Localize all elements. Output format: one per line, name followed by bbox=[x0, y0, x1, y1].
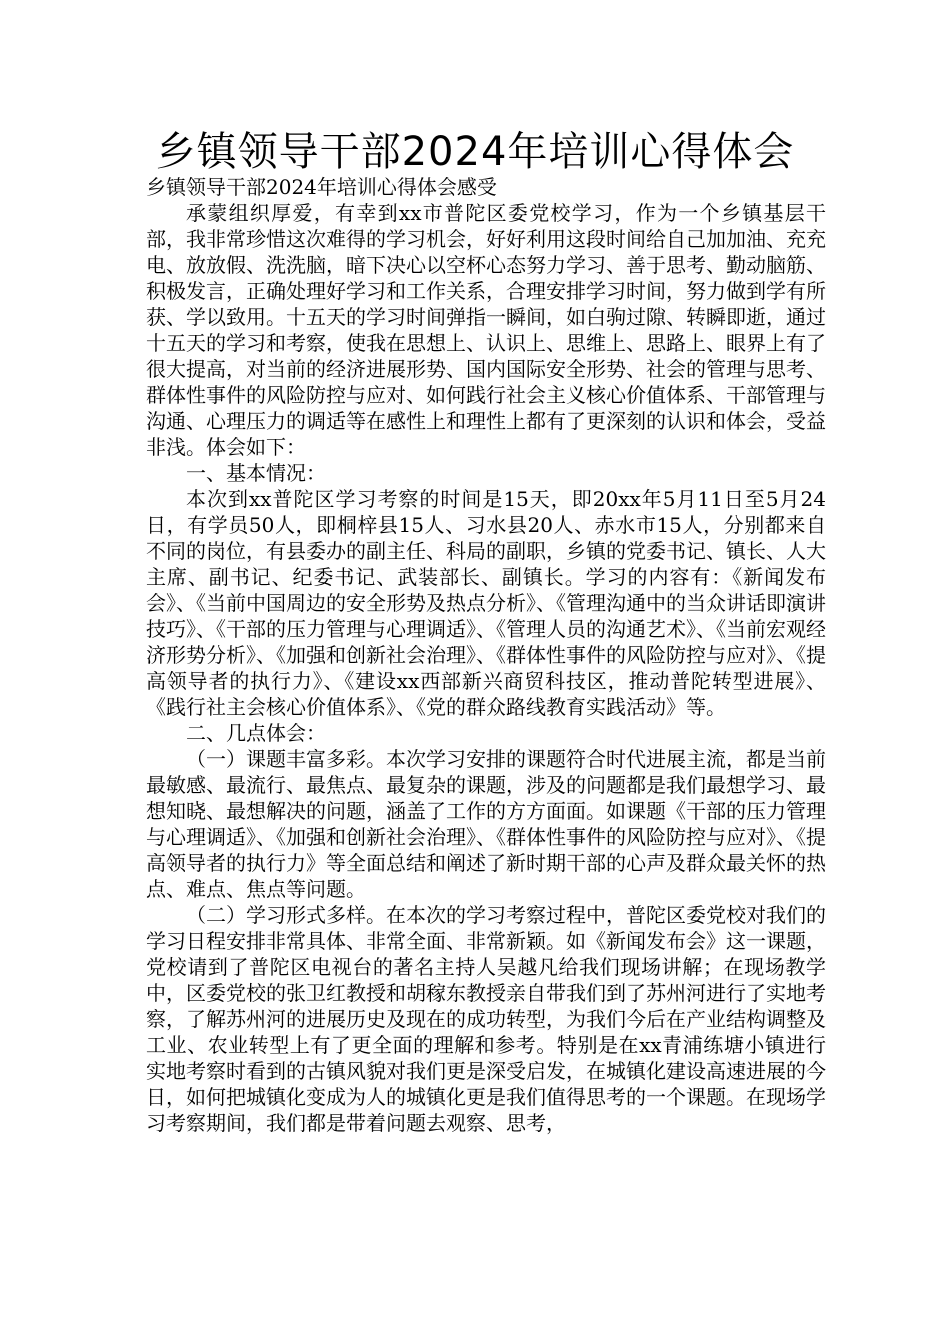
document-subtitle: 乡镇领导干部2024年培训心得体会感受 bbox=[146, 175, 497, 199]
paragraph-experience-2: （二）学习形式多样。在本次的学习考察过程中，普陀区委党校对我们的学习日程安排非常具体、非常全面、非常新颖。如《新闻发布会》这一课题，党校请到了普陀区电视台的著名主持人吴越凡给我们现场讲解；在现场教学中，区委党校的张卫红教授和胡稼东教授亲自带我们到了苏州河进行了实地考察，了解苏州河的进展历史及现在的成功转型，为我们今后在产业结构调整及工业、农业转型上有了更全面的理解和参考。特别是在xx青浦练塘小镇进行实地考察时看到的古镇风貌对我们更是深受启发，在城镇化建设高速进展的今日，如何把城镇化变成为人的城镇化更是我们值得思考的一个课题。在现场学习考察期间，我们都是带着问题去观察、思考， bbox=[146, 903, 826, 1135]
section-heading-experiences: 二、几点体会： bbox=[186, 721, 326, 745]
paragraph-basic-situation: 本次到xx普陀区学习考察的时间是15天，即20xx年5月11日至5月24日，有学员50人，即桐梓县15人、习水县20人、赤水市15人，分别都来自不同的岗位，有县委办的副主任、科局的副职，乡镇的党委书记、镇长、人大主席、副书记、纪委书记、武装部长、副镇长。学习的内容有：《新闻发布会》、《当前中国周边的安全形势及热点分析》、《管理沟通中的当众讲话即演讲技巧》、《干部的压力管理与心理调适》、《管理人员的沟通艺术》、《当前宏观经济形势分析》、《加强和创新社会治理》、《群体性事件的风险防控与应对》、《提高领导者的执行力》、《建设xx西部新兴商贸科技区，推动普陀转型进展》、《践行社主会核心价值体系》、《党的群众路线教育实践活动》等。 bbox=[146, 487, 826, 719]
document-body bbox=[146, 174, 826, 1136]
document-title: 乡镇领导干部2024年培训心得体会 bbox=[155, 129, 795, 175]
section-heading-basic-situation: 一、基本情况： bbox=[186, 461, 326, 485]
paragraph-intro: 承蒙组织厚爱，有幸到xx市普陀区委党校学习，作为一个乡镇基层干部，我非常珍惜这次难得的学习机会，好好利用这段时间给自己加加油、充充电、放放假、洗洗脑，暗下决心以空杯心态努力学习、善于思考、勤动脑筋、积极发言，正确处理好学习和工作关系，合理安排学习时间，努力做到学有所获、学以致用。十五天的学习时间弹指一瞬间，如白驹过隙、转瞬即逝，通过十五天的学习和考察，使我在思想上、认识上、思维上、思路上、眼界上有了很大提高，对当前的经济进展形势、国内国际安全形势、社会的管理与思考、群体性事件的风险防控与应对、如何践行社会主义核心价值体系、干部管理与沟通、心理压力的调适等在感性上和理性上都有了更深刻的认识和体会，受益非浅。体会如下： bbox=[146, 201, 826, 459]
paragraph-experience-1: （一）课题丰富多彩。本次学习安排的课题符合时代进展主流，都是当前最敏感、最流行、最焦点、最复杂的课题，涉及的问题都是我们最想学习、最想知晓、最想解决的问题，涵盖了工作的方方面面。如课题《干部的压力管理与心理调适》、《加强和创新社会治理》、《群体性事件的风险防控与应对》、《提高领导者的执行力》等全面总结和阐述了新时期干部的心声及群众最关怀的热点、难点、焦点等问题。 bbox=[146, 747, 826, 901]
